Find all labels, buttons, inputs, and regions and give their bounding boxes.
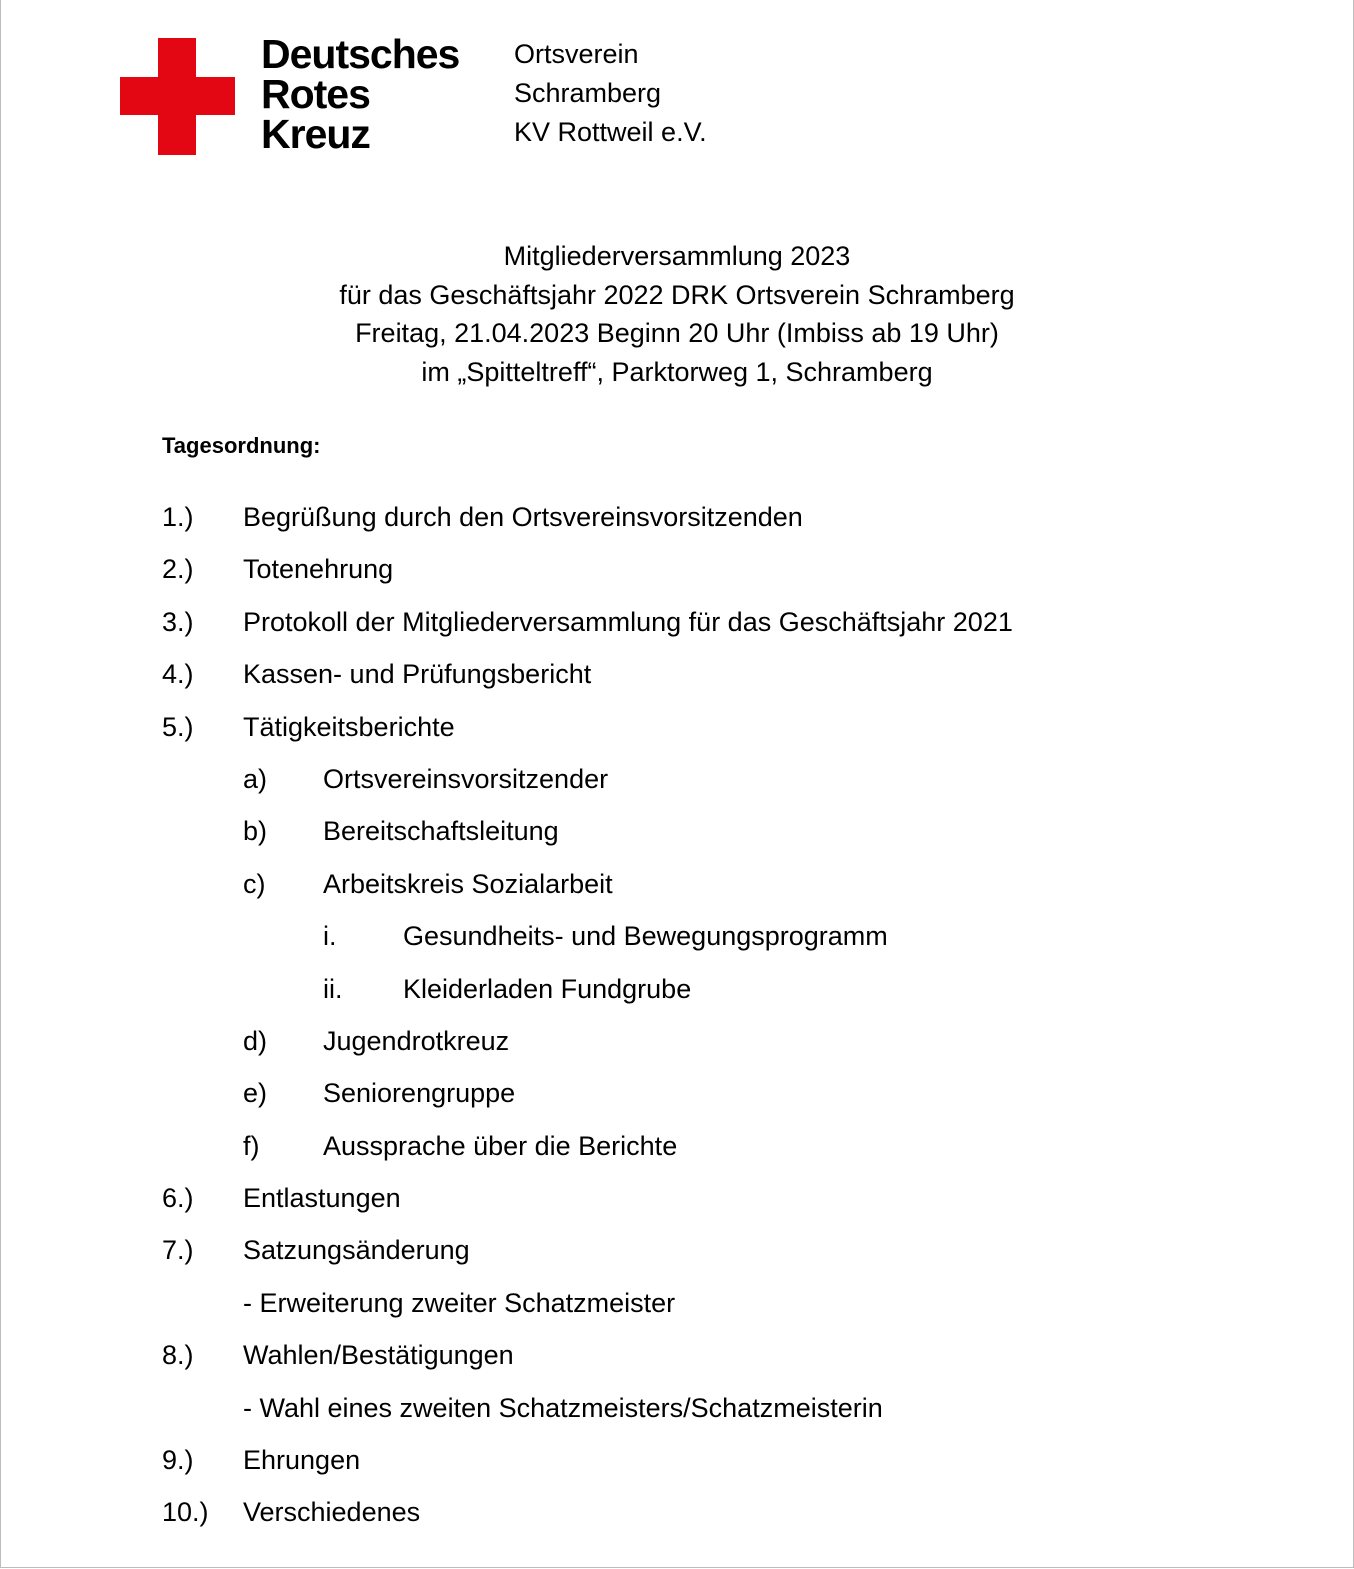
item-text: Verschiedenes: [243, 1497, 421, 1528]
agenda-subitem: [162, 808, 1262, 860]
brand-line: Rotes: [261, 71, 370, 117]
agenda-item: [162, 1332, 1262, 1384]
agenda-item: [162, 1175, 1262, 1227]
title-line: im „Spitteltreff“, Parktorweg 1, Schramberg: [421, 357, 933, 388]
agenda-item: [162, 1227, 1262, 1279]
item-number: c): [243, 868, 266, 899]
item-text: - Wahl eines zweiten Schatzmeisters/Schatzmeisterin: [243, 1392, 883, 1423]
item-text: Kleiderladen Fundgrube: [403, 973, 692, 1004]
agenda-subitem: [162, 1018, 1262, 1070]
agenda-note: [162, 1280, 1262, 1332]
item-number: 6.): [162, 1183, 194, 1214]
item-text: Gesundheits- und Bewegungsprogramm: [403, 921, 888, 952]
agenda-subitem: [162, 1123, 1262, 1175]
item-number: a): [243, 763, 268, 794]
item-number: 10.): [162, 1497, 209, 1528]
item-number: ii.: [323, 973, 343, 1004]
item-number: 3.): [162, 606, 194, 637]
item-number: 4.): [162, 659, 194, 690]
item-number: d): [243, 1025, 268, 1056]
item-number: 8.): [162, 1340, 194, 1371]
item-text: - Erweiterung zweiter Schatzmeister: [243, 1287, 676, 1318]
brand-line: Kreuz: [261, 111, 370, 157]
item-number: 9.): [162, 1445, 194, 1476]
agenda-item: [162, 704, 1262, 756]
brand-line: Deutsches: [261, 31, 460, 77]
item-text: Wahlen/Bestätigungen: [243, 1340, 514, 1371]
item-number: i.: [323, 921, 337, 952]
title-line: Mitgliederversammlung 2023: [503, 241, 851, 271]
title-line: für das Geschäftsjahr 2022 DRK Ortsverein Schramberg: [339, 279, 1015, 310]
item-number: e): [243, 1078, 268, 1109]
org-line: KV Rottweil e.V.: [514, 117, 707, 147]
item-text: Aussprache über die Berichte: [323, 1130, 678, 1161]
organization-info: [514, 35, 707, 152]
item-number: f): [243, 1130, 260, 1161]
item-text: Jugendrotkreuz: [323, 1025, 510, 1056]
item-text: Protokoll der Mitgliederversammlung für das Geschäftsjahr 2021: [243, 606, 1013, 637]
item-text: Bereitschaftsleitung: [323, 816, 559, 847]
agenda-item: [162, 546, 1262, 598]
item-text: Totenehrung: [243, 554, 394, 585]
item-number: 5.): [162, 711, 194, 742]
item-text: Ehrungen: [243, 1445, 361, 1476]
item-number: 2.): [162, 554, 194, 585]
item-text: Arbeitskreis Sozialarbeit: [323, 868, 613, 899]
agenda-item: [162, 599, 1262, 651]
agenda-item: [162, 494, 1262, 546]
item-text: Ortsvereinsvorsitzender: [323, 763, 609, 794]
brand-wordmark: [261, 31, 460, 157]
item-text: Entlastungen: [243, 1183, 401, 1214]
item-text: Tätigkeitsberichte: [243, 711, 455, 742]
agenda-note: [162, 1385, 1262, 1437]
item-number: 1.): [162, 502, 194, 532]
red-cross-icon: [120, 38, 235, 155]
item-number: 7.): [162, 1235, 194, 1266]
agenda-item: [162, 1437, 1262, 1489]
agenda-item: [162, 651, 1262, 703]
agenda-item: [162, 1489, 1262, 1541]
agenda-subsubitem: [162, 966, 1262, 1018]
agenda-subsubitem: [162, 913, 1262, 965]
title-line: Freitag, 21.04.2023 Beginn 20 Uhr (Imbiss ab 19 Uhr): [355, 318, 999, 349]
item-text: Kassen- und Prüfungsbericht: [243, 659, 592, 690]
item-text: Satzungsänderung: [243, 1235, 470, 1266]
item-text: Seniorengruppe: [323, 1078, 516, 1109]
agenda-heading: Tagesordnung:: [162, 433, 321, 458]
agenda-subitem: [162, 1070, 1262, 1122]
org-line: Ortsverein: [514, 39, 639, 69]
agenda-list: [162, 494, 1262, 1542]
meeting-title: [0, 237, 1354, 392]
agenda-subitem: [162, 756, 1262, 808]
org-line: Schramberg: [514, 78, 662, 108]
item-number: b): [243, 816, 268, 847]
agenda-subitem: [162, 861, 1262, 913]
item-text: Begrüßung durch den Ortsvereinsvorsitzenden: [243, 502, 803, 532]
